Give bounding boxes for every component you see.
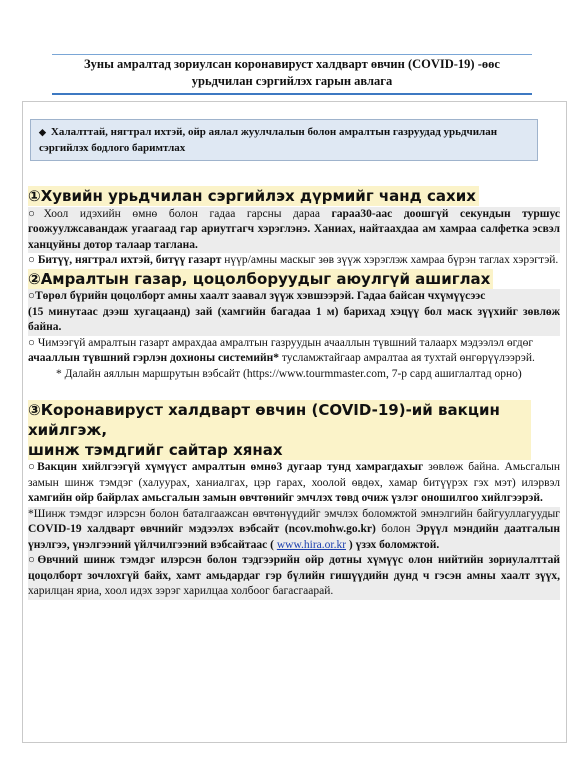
section-3-heading-line-2: шинж тэмдгийг сайтар хянах	[28, 441, 283, 459]
section-3-para-2-text: *Шинж тэмдэг илэрсэн болон баталгаажсан өвчтөнүүдийг эмчлэх боломжтой эмнэлгийн байгууллагуудыг	[28, 507, 560, 520]
section-3-para-1-bold: ○Вакцин хийлгээгүй хүмүүст амралтын өмнө3 дугаар тунд хамрагдахыг	[28, 461, 424, 473]
section-2-para-3-text: ○ Чимээгүй амралтын газарт амрахдаа амралтын газруудын ачааллын түвшний талаарх мэдээлэл өгдөг	[28, 336, 534, 349]
section-3-para-1-text: зөвлөж байна. Амьсгалын замын шинж тэмдэг (халуурах, ханиалгах, цэр гарах, хоолой өвдөх, хамар битүүрэх гэх мэт) илэрвэл	[28, 461, 560, 489]
section-3-para-2-bold-2: Эрүүл мэндийн даатгалын үнэлгээ, үнэлгээний үйлчилгээний вэбсайтаас (	[28, 523, 561, 551]
section-3-para-2-and: болон	[375, 523, 416, 535]
title-line-1: Зуны амралтад зориулсан коронавируст халдварт өвчин (COVID-19) -өөс	[84, 57, 500, 71]
section-3-para-3-bold: ○Өвчний шинж тэмдэг илэрсэн болон тэдгээрийн ойр дотны хүмүүс олон нийтийн зориулалттай цоцолборт зочлохгүй байх, хамт амьдардаг гэр бүлийн гишүүдийн дунд ч гэсэн амны хаалт зүүх,	[28, 554, 560, 582]
diamond-bullet-icon: ◆	[39, 127, 46, 137]
section-3-para-1	[28, 460, 560, 507]
section-3-para-3	[28, 553, 560, 600]
section-3-para-2	[28, 507, 560, 554]
section-2-para-3	[28, 336, 560, 367]
main-content	[28, 186, 560, 600]
section-3-heading	[28, 400, 531, 460]
section-1-para-2	[28, 253, 560, 269]
section-1-para-2-bullet: ○	[28, 254, 38, 266]
title-line-2: урьдчилан сэргийлэх гарын авлага	[191, 74, 393, 88]
section-3-heading-line-1: ③Коронавируст халдварт өвчин (COVID-19)-ий вакцин хийлгэж,	[28, 401, 500, 439]
section-3-para-2-bold: COVID-19 халдварт өвчнийг мэдээлэх вэбсайт (ncov.mohw.go.kr)	[28, 523, 376, 535]
hira-website-link[interactable]: www.hira.or.kr	[276, 538, 347, 551]
section-2-para-3-bold: ачааллын түвшний гэрлэн дохионы системийн*	[28, 352, 279, 364]
section-3-para-3-text: харилцан яриа, хоол идэх зэрэг харилцаа холбоог багасгаарай.	[28, 585, 334, 597]
section-1-para-2-bold: Битүү, нягтрал ихтэй, битүү газарт	[37, 254, 222, 266]
title-rule-top	[52, 54, 532, 55]
section-1-heading: ①Хувийн урьдчилан сэргийлэх дүрмийг чанд сахих	[28, 186, 479, 206]
section-2-para-2-bold: (15 минутаас дээш хугацаанд) зай (хамгийн багадаа 1 м) барихад хэцүү бол маск зүүхийг зөвлөж байна.	[28, 305, 560, 333]
policy-note-box	[30, 119, 538, 161]
section-1-para-2-text: нүүр/амны маскыг зөв зүүж хэрэглэж хамраа бүрэн таглах хэрэгтэй.	[221, 254, 559, 266]
section-2-para-1	[28, 289, 560, 305]
document-title	[52, 56, 532, 90]
policy-note-text: Халалттай, нягтрал ихтэй, ойр аялал жуулчлалын болон амралтын газруудад урьдчилан сэргийлэх бодлого баримтлах	[39, 126, 498, 154]
section-3-para-1-bold-tail: хамгийн ойр байрлах амьсгалын замын өвчтөнийг эмчлэх төвд очиж үзлэг оношилгоо хийлгээрэй.	[28, 492, 543, 504]
title-rule-bottom	[52, 93, 532, 95]
section-2-heading: ②Амралтын газар, цоцолборуудыг аюулгүй ашиглах	[28, 269, 493, 289]
section-2-footnote: * Далайн аяллын маршрутын вэбсайт (https://www.tourmmaster.com, 7-р сард ашиглалтад орно)	[56, 367, 522, 380]
section-1-para-1-text: ○Хоол идэхийн өмнө болон гадаа гарсны дараа	[28, 207, 332, 220]
section-2-para-1-bold: ○Төрөл бүрийн цоцолборт амны хаалт заавал зүүж хэвшээрэй. Гадаа байсан чхүмүүсээс	[28, 290, 486, 302]
section-2-para-3-tail: тусламжтайгаар амралтаа ая тухтай өнгөрүүлээрэй.	[279, 352, 535, 364]
section-1-para-1	[28, 207, 560, 254]
section-2-para-2	[28, 305, 560, 336]
section-3-para-2-tail: ) үзэх боломжтой.	[346, 538, 440, 551]
section-1-para-1-bold: гараа30-аас доошгүй секундын туршус гоожуулжсавандаж угаагаад гар ариутгагч хэрэглэнэ. Ханиах, найтаахдаа ам хамраа салфетка эсвэл ханцуйны дотор талаар таглана.	[28, 207, 560, 251]
